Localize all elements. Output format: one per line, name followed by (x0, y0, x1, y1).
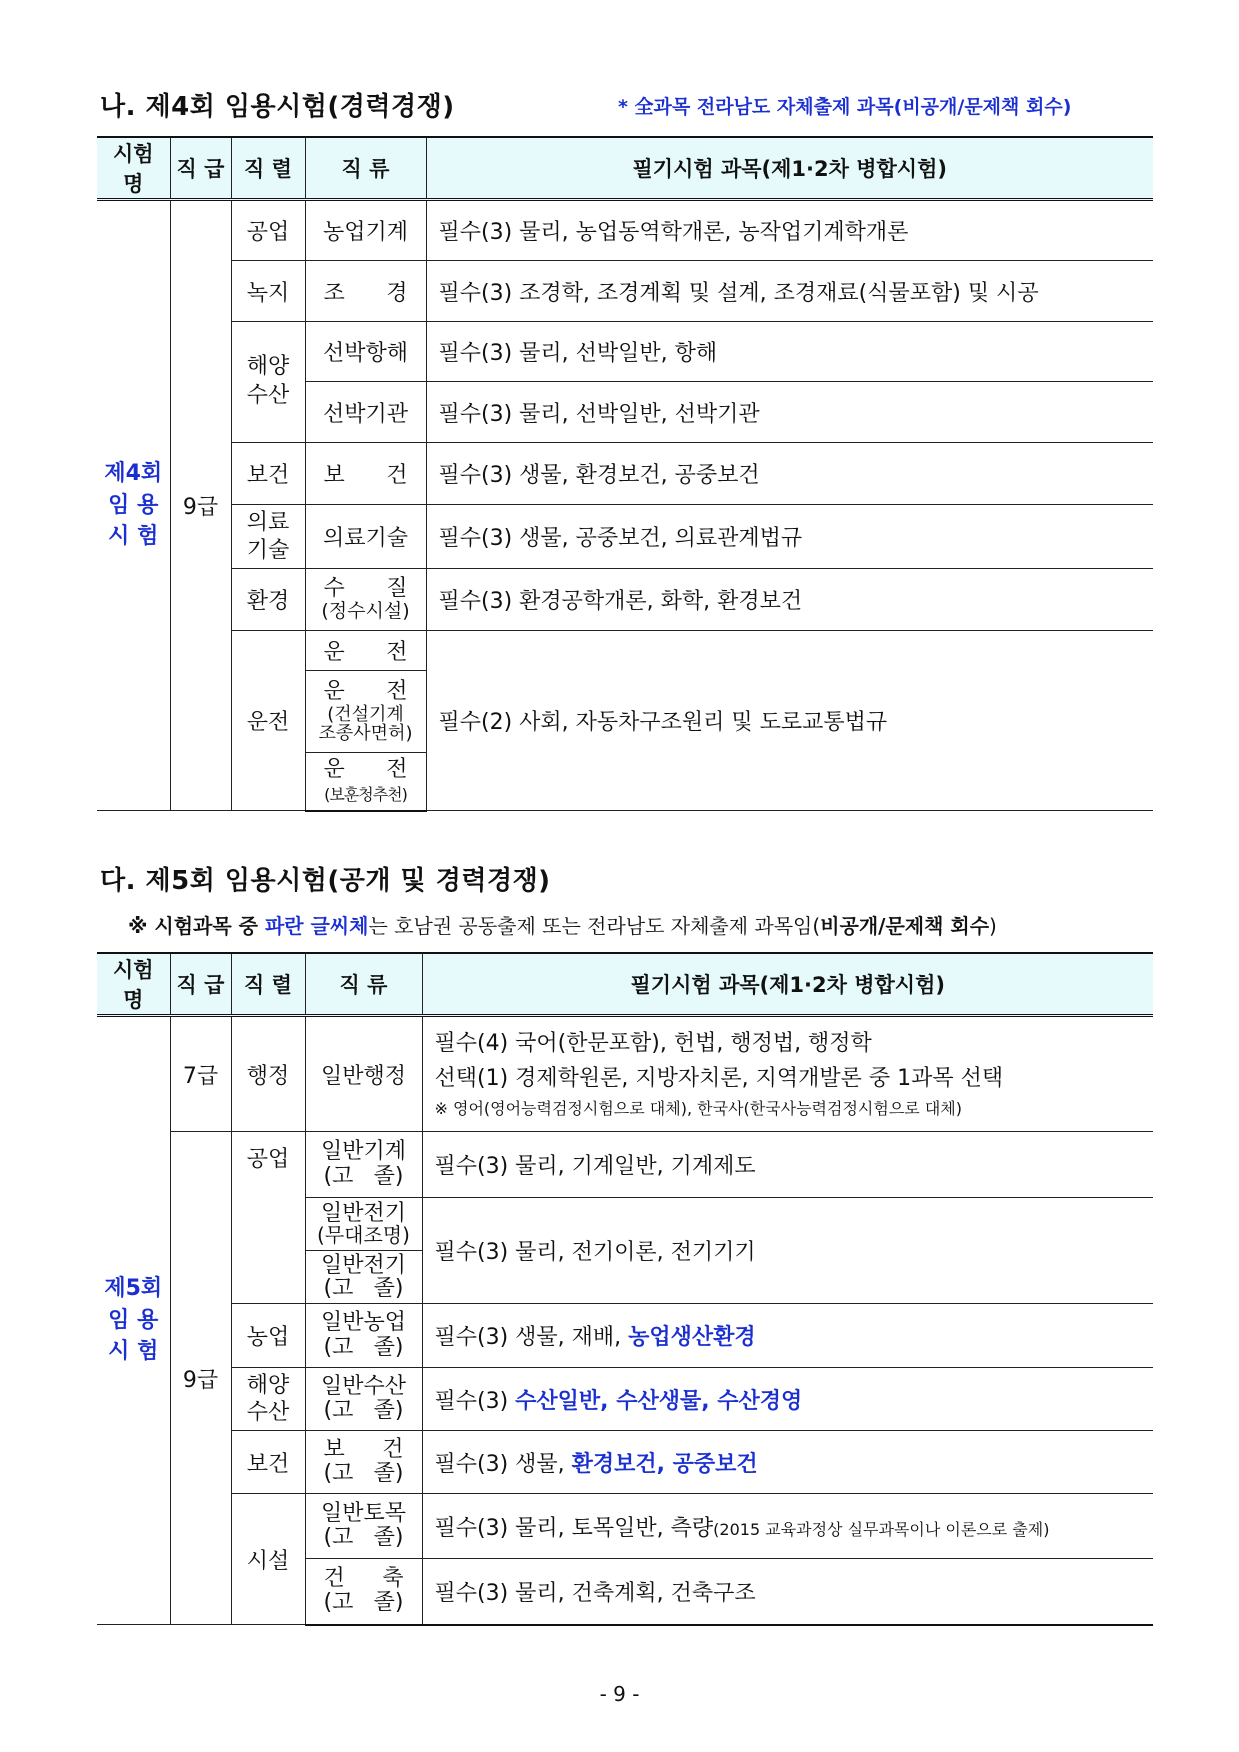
note-mid: 는 호남권 공동출제 또는 전라남도 자체출제 과목임( (368, 914, 821, 938)
category-char: (고 (323, 1334, 354, 1360)
series-cell: 시설 (231, 1494, 305, 1625)
subjects-cell: 필수(3) 생물, 재배, 농업생산환경 (422, 1304, 1153, 1368)
header-series: 직 렬 (231, 137, 305, 200)
table-row (97, 1431, 1153, 1494)
category-char: 축 (382, 1566, 404, 1592)
table-row (97, 1304, 1153, 1368)
category-cell: 농업기계 (305, 200, 426, 261)
header-series: 직 렬 (231, 953, 305, 1016)
table-row (97, 261, 1153, 322)
category-char: 운 (323, 640, 345, 665)
table-row (97, 1494, 1153, 1559)
page-number: - 9 - (599, 1682, 640, 1706)
table-row (97, 1016, 1153, 1132)
section4-note: * 全과목 전라남도 자체출제 과목(비공개/문제책 회수) (618, 96, 1072, 118)
category-char: 전 (386, 679, 408, 705)
category-char: (고 (323, 1590, 354, 1616)
category-sub: (무대조명) (317, 1223, 410, 1248)
category-cell (305, 569, 426, 631)
category-cell (305, 1368, 422, 1431)
category-cell (305, 753, 426, 811)
exam4-table (97, 136, 1153, 812)
header-category: 직 류 (305, 137, 426, 200)
subjects-cell: 필수(3) 수산일반, 수산생물, 수산경영 (422, 1368, 1153, 1431)
subjects-blue: 농업생산환경 (628, 1325, 756, 1350)
table-row (97, 200, 1153, 261)
header-subjects: 필기시험 과목(제1·2차 병합시험) (426, 137, 1153, 200)
category-char: 전 (386, 757, 408, 783)
series-cell: 공업 (231, 200, 305, 261)
exam4-grade: 9급 (170, 200, 231, 811)
subjects-small: (2015 교육과정상 실무과목이나 이론으로 출제) (713, 1519, 1050, 1539)
table-row (97, 322, 1153, 382)
category-cell (305, 1132, 422, 1198)
category-name: 일반전기 (320, 1252, 406, 1278)
series-cell: 해양 수산 (231, 322, 305, 443)
subjects-cell: 필수(3) 물리, 기계일반, 기계제도 (422, 1132, 1153, 1198)
series-cell: 농업 (231, 1304, 305, 1368)
subjects-cell: 필수(3) 환경공학개론, 화학, 환경보건 (426, 569, 1153, 631)
category-char: 졸) (373, 1590, 404, 1616)
category-name: 일반기계 (320, 1139, 406, 1165)
category-name: 일반토목 (320, 1500, 406, 1526)
header-grade: 직 급 (170, 953, 231, 1016)
subjects-note: ※ 영어(영어능력검정시험으로 대체), 한국사(한국사능력검정시험으로 대체) (434, 1099, 962, 1119)
category-name: 일반전기 (320, 1200, 406, 1226)
category-cell: 선박기관 (305, 382, 426, 443)
table-row (97, 443, 1153, 505)
category-char: 졸) (373, 1525, 404, 1550)
table-row (97, 569, 1153, 631)
category-char: 졸) (373, 1334, 404, 1360)
category-name: 일반수산 (320, 1373, 406, 1399)
series-cell: 해양 수산 (231, 1368, 305, 1431)
exam5-grade7: 7급 (170, 1016, 231, 1132)
series-cell: 녹지 (231, 261, 305, 322)
category-cell (305, 443, 426, 505)
table-row (97, 631, 1153, 671)
header-grade: 직 급 (170, 137, 231, 200)
category-char: (고 (323, 1461, 354, 1486)
category-char: 운 (323, 757, 345, 783)
category-char: 졸) (373, 1461, 404, 1486)
category-char: 건 (323, 1566, 345, 1592)
subjects-blue: 환경보건, 공중보건 (571, 1451, 758, 1477)
section5-title: 다. 제5회 임용시험(공개 및 경력경쟁) (100, 866, 551, 896)
subjects-line: 선택(1) 경제학원론, 지방자치론, 지역개발론 중 1과목 선택 (434, 1066, 1004, 1092)
exam5-name: 제5회 임 용 시 험 (97, 1016, 170, 1625)
table-row (97, 505, 1153, 569)
category-sub: (보훈청추천) (324, 785, 407, 805)
table-header-row (97, 137, 1153, 200)
exam5-table (97, 952, 1153, 1626)
note-mark: ※ 시험과목 중 (128, 914, 265, 938)
category-char: (고 (323, 1398, 354, 1423)
category-cell (305, 1559, 422, 1625)
subjects-cell: 필수(3) 물리, 건축계획, 건축구조 (422, 1559, 1153, 1625)
series-cell: 공업 (231, 1132, 305, 1304)
category-char: 전 (386, 640, 408, 665)
category-char: (고 (323, 1163, 354, 1189)
category-name: 일반농업 (320, 1310, 406, 1336)
category-char: 건 (382, 1436, 404, 1462)
header-exam-name: 시험명 (97, 137, 170, 200)
subjects-cell: 필수(3) 물리, 선박일반, 선박기관 (426, 382, 1153, 443)
series-cell: 환경 (231, 569, 305, 631)
category-cell (305, 1251, 422, 1304)
category-char: 경 (386, 280, 408, 306)
header-category: 직 류 (305, 953, 422, 1016)
note-blue: 파란 글씨체 (264, 914, 369, 938)
series-cell: 운전 (231, 631, 305, 811)
section4-title: 나. 제4회 임용시험(경력경쟁) (100, 92, 455, 122)
series-cell: 행정 (231, 1016, 305, 1132)
category-char: 수 (323, 575, 345, 601)
category-cell: 의료기술 (305, 505, 426, 569)
category-cell (305, 671, 426, 753)
header-subjects: 필기시험 과목(제1·2차 병합시험) (422, 953, 1153, 1016)
exam4-name: 제4회 임 용 시 험 (97, 200, 170, 811)
category-char: 운 (323, 679, 345, 705)
category-char: (고 (323, 1276, 354, 1301)
category-char: 졸) (373, 1163, 404, 1189)
exam5-grade9: 9급 (170, 1132, 231, 1625)
note-end: ) (989, 914, 997, 938)
category-cell (305, 1198, 422, 1251)
table-header-row (97, 953, 1153, 1016)
category-char: 조 (323, 280, 345, 306)
series-cell: 의료 기술 (231, 505, 305, 569)
category-cell (305, 261, 426, 322)
category-sub: (건설기계 조종사면허) (318, 703, 413, 744)
series-cell: 보건 (231, 1431, 305, 1494)
category-cell: 선박항해 (305, 322, 426, 382)
table-row (97, 1368, 1153, 1431)
category-sub: (정수시설) (321, 600, 410, 623)
category-char: 졸) (373, 1276, 404, 1301)
category-cell (305, 1494, 422, 1559)
category-char: 보 (323, 1436, 345, 1462)
subjects-blue: 수산일반, 수산생물, 수산경영 (515, 1388, 803, 1414)
note-bold: 비공개/문제책 회수 (820, 914, 990, 938)
subjects-cell: 필수(3) 생물, 공중보건, 의료관계법규 (426, 505, 1153, 569)
subjects-cell: 필수(3) 물리, 전기이론, 전기기기 (422, 1198, 1153, 1304)
table-row (97, 1132, 1153, 1198)
subjects-cell: 필수(3) 물리, 토목일반, 측량(2015 교육과정상 실무과목이나 이론으로 출제) (422, 1494, 1153, 1559)
header-exam-name: 시험명 (97, 953, 170, 1016)
subjects-cell: 필수(3) 생물, 환경보건, 공중보건 (422, 1431, 1153, 1494)
subjects-cell: 필수(2) 사회, 자동차구조원리 및 도로교통법규 (426, 631, 1153, 811)
category-cell (305, 1431, 422, 1494)
subjects-cell: 필수(3) 물리, 농업동역학개론, 농작업기계학개론 (426, 200, 1153, 261)
category-char: 졸) (373, 1398, 404, 1423)
subjects-line: 필수(4) 국어(한문포함), 헌법, 행정법, 행정학 (434, 1031, 872, 1057)
subjects-cell: 필수(3) 물리, 선박일반, 항해 (426, 322, 1153, 382)
category-cell (305, 631, 426, 671)
category-char: 건 (386, 463, 408, 488)
section5-note (128, 910, 997, 939)
category-cell (305, 1304, 422, 1368)
category-char: (고 (323, 1525, 354, 1550)
category-cell: 일반행정 (305, 1016, 422, 1132)
subjects-cell (422, 1016, 1153, 1132)
category-char: 보 (323, 463, 345, 488)
subjects-cell: 필수(3) 생물, 환경보건, 공중보건 (426, 443, 1153, 505)
series-cell: 보건 (231, 443, 305, 505)
category-char: 질 (386, 575, 408, 601)
subjects-cell: 필수(3) 조경학, 조경계획 및 설계, 조경재료(식물포함) 및 시공 (426, 261, 1153, 322)
